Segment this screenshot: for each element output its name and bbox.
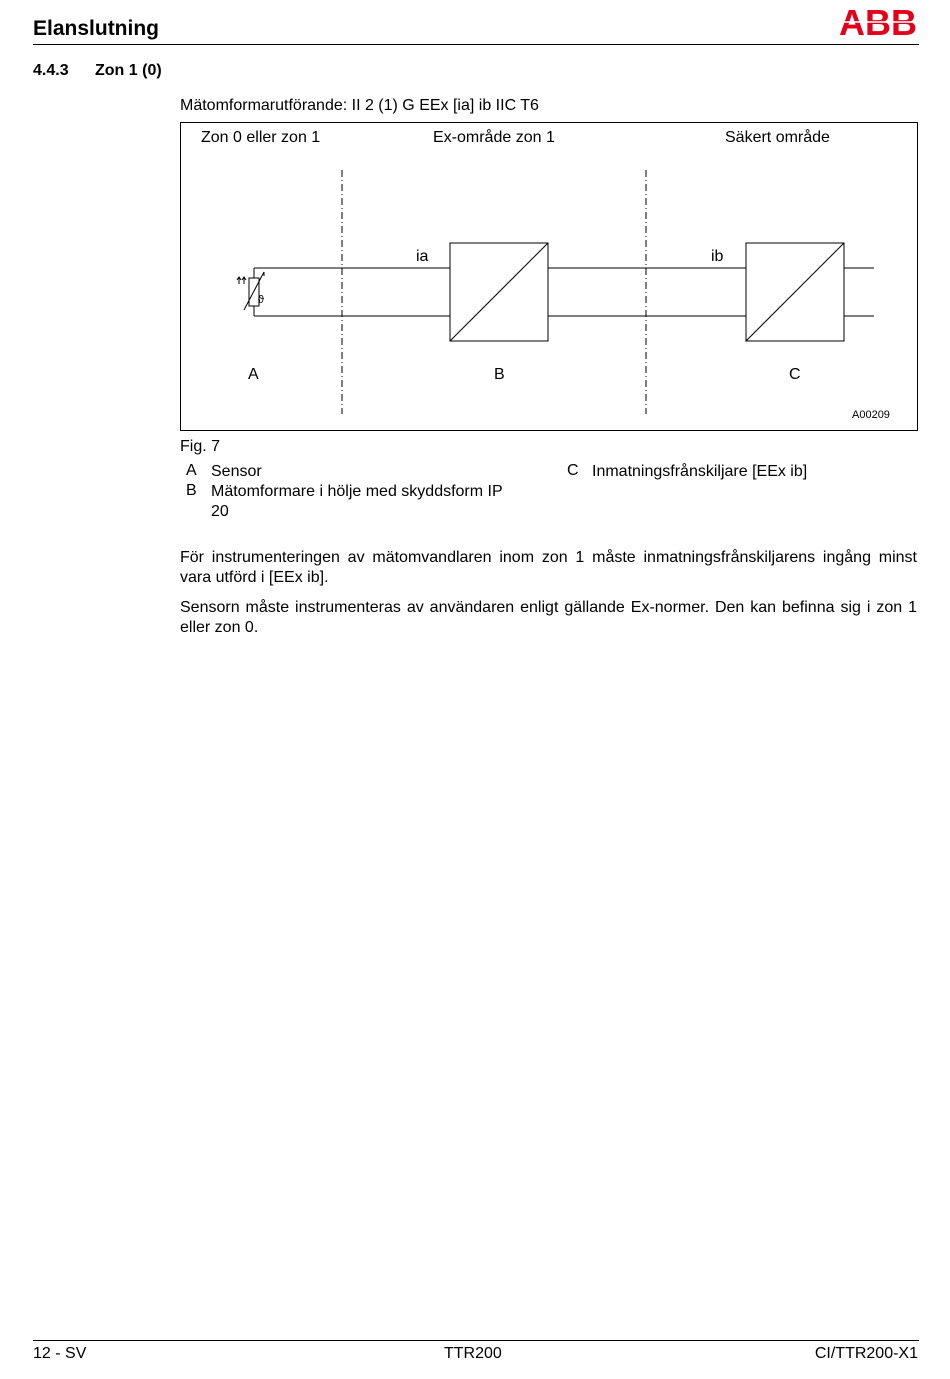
body-paragraph-2: Sensorn måste instrumenteras av användaren enligt gällande Ex-normer. Den kan befinna sig i zon 1 eller zon 0. — [180, 599, 917, 636]
footer-product: TTR200 — [444, 1345, 502, 1362]
component-letter-c: C — [789, 366, 801, 383]
zone-label-2: Säkert område — [725, 129, 830, 146]
legend-letter-a: A — [186, 462, 197, 479]
zone-label-0: Zon 0 eller zon 1 — [201, 129, 321, 146]
abb-logo-text: ABB — [839, 6, 917, 38]
transmitter-box — [450, 243, 548, 341]
isolator-box — [746, 243, 844, 341]
signal-label-ia: ia — [416, 248, 429, 265]
design-specification: Mätomformarutförande: II 2 (1) G EEx [ia] ib IIC T6 — [180, 97, 539, 114]
figure-caption: Fig. 7 — [180, 438, 221, 455]
component-letter-b: B — [494, 366, 505, 383]
footer-divider — [33, 1340, 919, 1341]
legend-text-c: Inmatningsfrånskiljare [EEx ib] — [592, 463, 808, 480]
component-letter-a: A — [248, 366, 259, 383]
zone-label-1: Ex-område zon 1 — [433, 129, 555, 146]
sensor-theta-symbol: ϑ — [258, 294, 265, 306]
footer-page-number: 12 - SV — [33, 1345, 87, 1362]
wiring-diagram — [180, 122, 918, 431]
figure-image-code: A00209 — [852, 409, 890, 421]
wiring-diagram-graphic — [180, 122, 918, 431]
signal-label-ib: ib — [711, 248, 724, 265]
body-paragraph-1: För instrumenteringen av mätomvandlaren inom zon 1 måste inmatningsfrånskiljarens ingång minst vara utförd i [EEx ib]. — [180, 549, 917, 586]
legend-text-a: Sensor — [211, 463, 262, 480]
section-number: 4.4.3 — [33, 62, 69, 79]
legend-letter-c: C — [567, 462, 579, 479]
footer-doc-id: CI/TTR200-X1 — [814, 1345, 918, 1362]
page-header-title: Elanslutning — [33, 17, 159, 40]
abb-logo — [838, 6, 918, 38]
header-divider — [33, 44, 919, 45]
legend-text-b: Mätomformare i hölje med skyddsform IP 20 — [211, 483, 503, 520]
section-title: Zon 1 (0) — [95, 62, 162, 79]
legend-letter-b: B — [186, 482, 197, 499]
